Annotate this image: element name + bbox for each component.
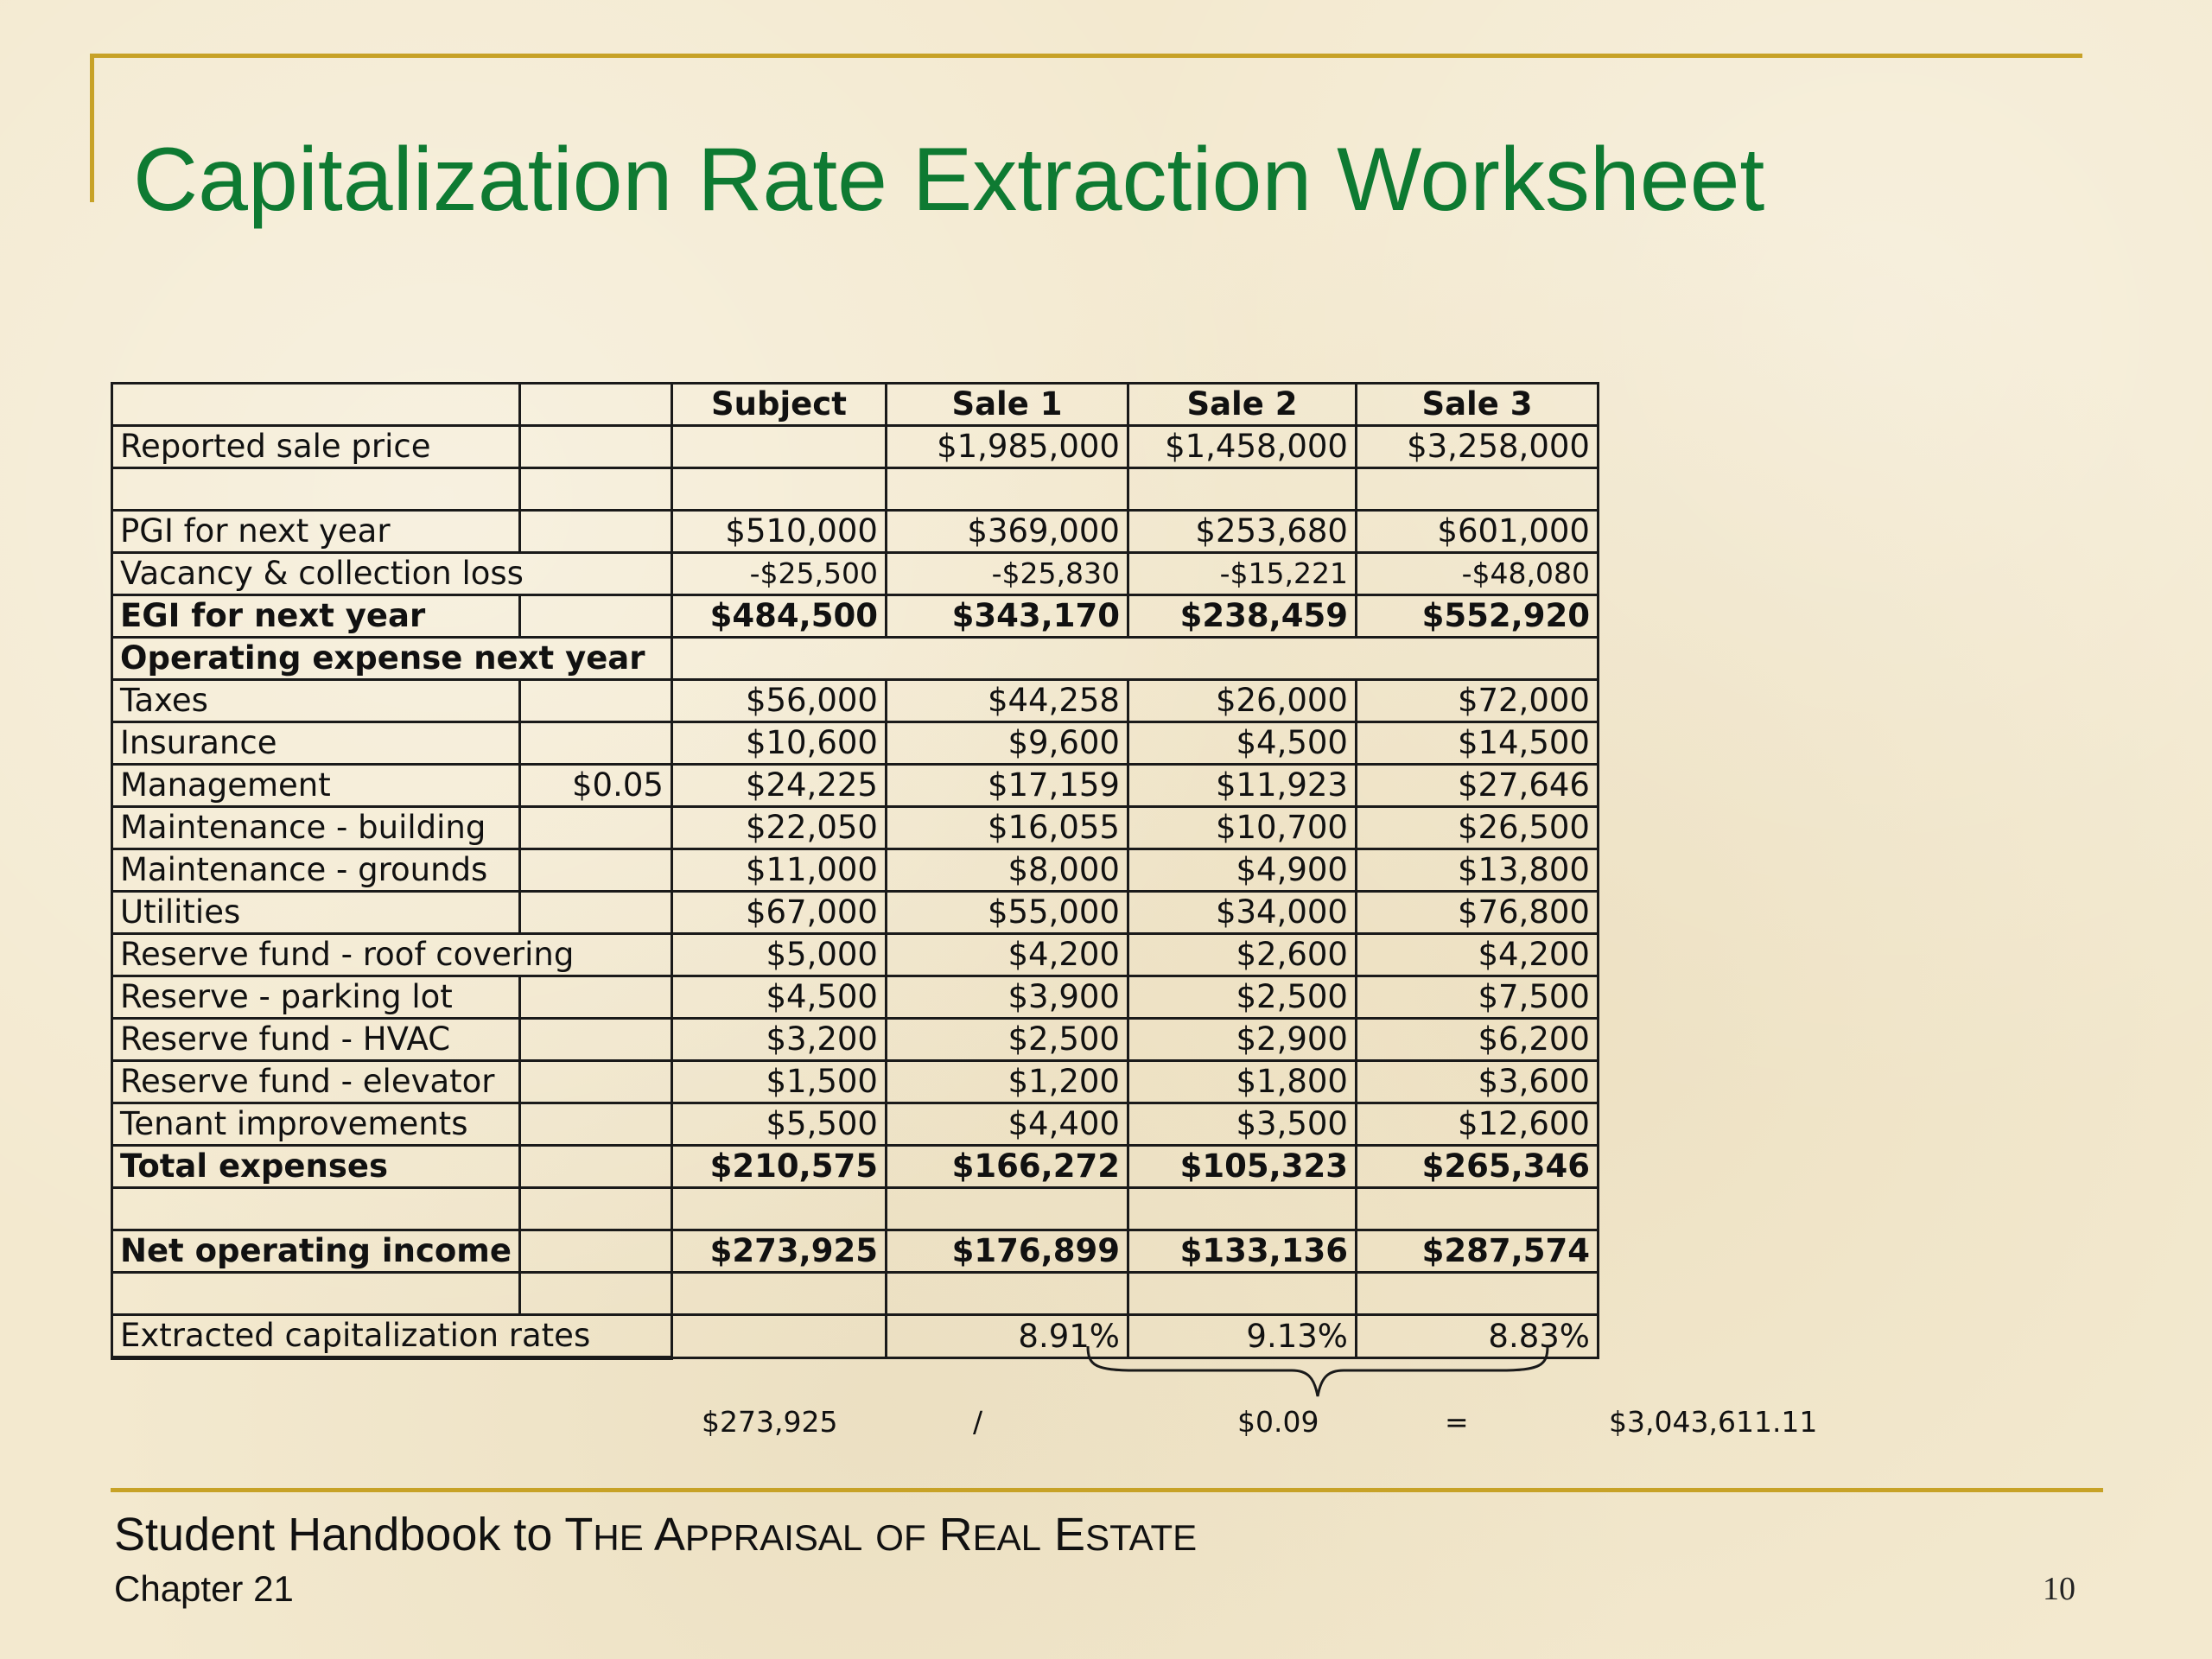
row-label: Maintenance - grounds [112,849,520,892]
sale-2-value: $2,500 [1128,976,1356,1019]
reported-sale-price-row [112,426,1599,468]
sale-2-value: $4,900 [1128,849,1356,892]
opex-heading: Operating expense next year [112,638,672,680]
rate-cell [519,892,671,934]
row-label: Vacancy & collection loss [112,553,672,595]
expense-row-insurance [112,722,1599,765]
subject-value [671,1315,886,1358]
subject-value: $11,000 [671,849,886,892]
sale-2-value: $253,680 [1128,511,1356,553]
sale-2-value: $34,000 [1128,892,1356,934]
rate-cell [519,511,671,553]
subject-value: $510,000 [671,511,886,553]
rate-cell [519,1230,671,1273]
subject-value: $210,575 [671,1146,886,1188]
blank-cell [671,1188,886,1230]
blank-cell [886,1273,1128,1315]
sale-3-value: $72,000 [1356,680,1598,722]
expense-row-reserve-parking [112,976,1599,1019]
blank-cell [1356,1273,1598,1315]
blank-cell [1356,468,1598,511]
sale-3-value: $4,200 [1356,934,1598,976]
sale-3-value: $6,200 [1356,1019,1598,1061]
subject-value: $67,000 [671,892,886,934]
sale-2-value: $10,700 [1128,807,1356,849]
footer-prefix: Student Handbook to [114,1509,565,1560]
expense-row-tenant-improvements [112,1103,1599,1146]
row-label: Management [112,765,520,807]
row-label: EGI for next year [112,595,520,638]
expense-row-utilities [112,892,1599,934]
header-sale-3: Sale 3 [1356,384,1598,426]
row-label: Insurance [112,722,520,765]
rate-cell [519,1019,671,1061]
book-title-part: STATE [1085,1517,1198,1558]
top-rule [90,54,2082,58]
row-label: Reported sale price [112,426,520,468]
sale-2-value: $2,600 [1128,934,1356,976]
row-label: Total expenses [112,1146,520,1188]
sale-3-value: -$48,080 [1356,553,1598,595]
book-title-part: E [1054,1509,1086,1560]
rate-cell [519,595,671,638]
subject-value: $484,500 [671,595,886,638]
blank-cell [1128,1273,1356,1315]
sale-3-value: $601,000 [1356,511,1598,553]
row-label: Tenant improvements [112,1103,520,1146]
row-label: PGI for next year [112,511,520,553]
subject-value: $56,000 [671,680,886,722]
blank-cell [1128,468,1356,511]
header-subject: Subject [671,384,886,426]
expense-row-maintenance-building [112,807,1599,849]
blank-cell [112,1188,520,1230]
bottom-rule [111,1488,2103,1492]
row-label: Reserve fund - elevator [112,1061,520,1103]
sale-3-value: $26,500 [1356,807,1598,849]
expense-row-taxes [112,680,1599,722]
sale-1-value: $176,899 [886,1230,1128,1273]
sale-1-value: $8,000 [886,849,1128,892]
opex-heading-row [112,638,1599,680]
sale-2-value: $3,500 [1128,1103,1356,1146]
book-title-part: T [564,1509,594,1560]
management-rate: $0.05 [519,765,671,807]
blank-cell [112,1273,520,1315]
egi-row [112,595,1599,638]
blank-cell [112,468,520,511]
blank-cell [519,1273,671,1315]
blank-cell [886,468,1128,511]
sale-2-value: $4,500 [1128,722,1356,765]
curly-brace-icon [1084,1344,1551,1400]
blank-row [112,468,1599,511]
sale-2-value: $1,800 [1128,1061,1356,1103]
sale-3-value: $13,800 [1356,849,1598,892]
book-title-part: PPRAISAL [684,1517,863,1558]
row-label: Utilities [112,892,520,934]
subject-value: $1,500 [671,1061,886,1103]
row-label: Reserve fund - HVAC [112,1019,520,1061]
pgi-row [112,511,1599,553]
header-sale-2: Sale 2 [1128,384,1356,426]
expense-row-maintenance-grounds [112,849,1599,892]
sale-3-cap-rate: 8.83% [1356,1315,1598,1358]
side-rule [90,54,94,202]
calc-value: $3,043,611.11 [1609,1405,1818,1439]
row-label: Maintenance - building [112,807,520,849]
calc-divide-sign: / [973,1405,983,1439]
rate-cell [519,849,671,892]
subject-value: $24,225 [671,765,886,807]
sale-2-value: $26,000 [1128,680,1356,722]
blank-cell [519,1188,671,1230]
page-number: 10 [2043,1571,2075,1607]
sale-2-value: $2,900 [1128,1019,1356,1061]
sale-3-value: $12,600 [1356,1103,1598,1146]
book-title-part: OF [875,1517,926,1558]
sale-2-cap-rate: 9.13% [1128,1315,1356,1358]
blank-cell [519,468,671,511]
header-sale-1: Sale 1 [886,384,1128,426]
expense-row-reserve-elevator [112,1061,1599,1103]
sale-1-value: $4,200 [886,934,1128,976]
sale-1-value: $9,600 [886,722,1128,765]
rate-cell [519,1061,671,1103]
row-label: Net operating income [112,1230,520,1273]
sale-2-value: $238,459 [1128,595,1356,638]
footer-book-title [114,1507,1197,1566]
sale-2-value: -$15,221 [1128,553,1356,595]
sale-1-value: $1,200 [886,1061,1128,1103]
rate-cell [519,1103,671,1146]
sale-3-value: $14,500 [1356,722,1598,765]
blank-cell [1128,1188,1356,1230]
total-expenses-row [112,1146,1599,1188]
sale-2-value: $1,458,000 [1128,426,1356,468]
sale-1-value: $2,500 [886,1019,1128,1061]
calc-noi: $273,925 [702,1405,838,1439]
sale-3-value: $552,920 [1356,595,1598,638]
row-label: Extracted capitalization rates [112,1315,672,1358]
calc-rate: $0.09 [1237,1405,1319,1439]
sale-2-value: $133,136 [1128,1230,1356,1273]
sale-1-value: $343,170 [886,595,1128,638]
header-label-cell [112,384,520,426]
footer-chapter: Chapter 21 [114,1568,294,1609]
rate-cell [519,722,671,765]
sale-3-value: $27,646 [1356,765,1598,807]
book-title-part: A [653,1509,685,1560]
subject-value: $4,500 [671,976,886,1019]
sale-1-value: $369,000 [886,511,1128,553]
blank-row [112,1273,1599,1315]
row-label: Reserve fund - roof covering [112,934,672,976]
sale-1-value: $17,159 [886,765,1128,807]
expense-row-management [112,765,1599,807]
sale-1-value: $1,985,000 [886,426,1128,468]
sale-3-value: $265,346 [1356,1146,1598,1188]
sale-1-value: $4,400 [886,1103,1128,1146]
sale-3-value: $7,500 [1356,976,1598,1019]
row-label: Taxes [112,680,520,722]
noi-row [112,1230,1599,1273]
sale-1-value: $55,000 [886,892,1128,934]
sale-3-value: $287,574 [1356,1230,1598,1273]
blank-row [112,1188,1599,1230]
expense-row-reserve-roof [112,934,1599,976]
sale-1-cap-rate: 8.91% [886,1315,1128,1358]
blank-cell [886,1188,1128,1230]
rate-cell [519,807,671,849]
opex-heading-blank [671,638,1598,680]
book-title-part: HE [593,1517,644,1558]
vacancy-row [112,553,1599,595]
blank-cell [671,468,886,511]
book-title-part: R [938,1509,973,1560]
sale-3-value: $3,600 [1356,1061,1598,1103]
subject-value: $5,500 [671,1103,886,1146]
rate-cell [519,426,671,468]
calc-equals-sign: = [1445,1405,1469,1439]
subject-value: $3,200 [671,1019,886,1061]
rate-cell [519,1146,671,1188]
rate-cell [519,680,671,722]
subject-value: $273,925 [671,1230,886,1273]
header-rate-cell [519,384,671,426]
expense-row-reserve-hvac [112,1019,1599,1061]
sale-1-value: $3,900 [886,976,1128,1019]
slide-title: Capitalization Rate Extraction Worksheet [133,130,1765,230]
blank-cell [671,1273,886,1315]
row-label: Reserve - parking lot [112,976,520,1019]
sale-1-value: $166,272 [886,1146,1128,1188]
subject-value: $22,050 [671,807,886,849]
sale-1-value: -$25,830 [886,553,1128,595]
cap-rate-worksheet-table [111,382,1599,1360]
sale-3-value: $3,258,000 [1356,426,1598,468]
sale-3-value: $76,800 [1356,892,1598,934]
subject-value: $5,000 [671,934,886,976]
sale-2-value: $105,323 [1128,1146,1356,1188]
subject-value: $10,600 [671,722,886,765]
blank-cell [1356,1188,1598,1230]
rate-cell [519,976,671,1019]
header-row [112,384,1599,426]
subject-value [671,426,886,468]
subject-value: -$25,500 [671,553,886,595]
sale-2-value: $11,923 [1128,765,1356,807]
sale-1-value: $44,258 [886,680,1128,722]
book-title-part: EAL [972,1517,1042,1558]
sale-1-value: $16,055 [886,807,1128,849]
